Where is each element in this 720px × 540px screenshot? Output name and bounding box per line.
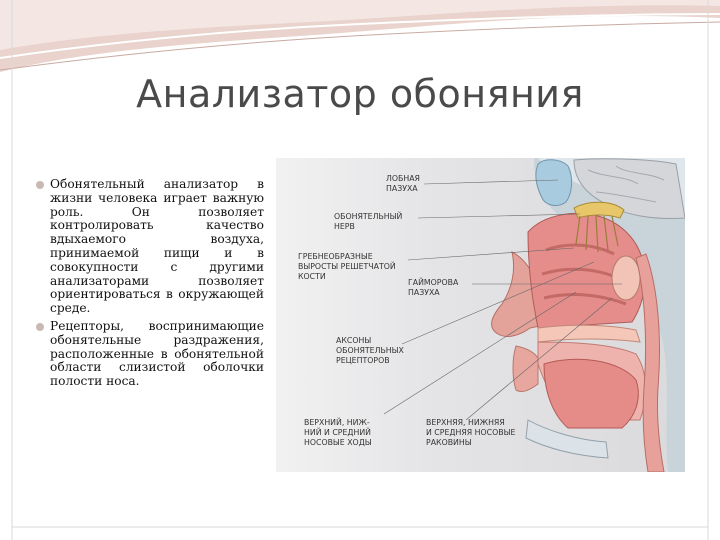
bullet-dot-icon [36,323,44,331]
label-nasal-conchae: ВЕРХНЯЯ, НИЖНЯЯ И СРЕДНЯЯ НОСОВЫЕ РАКОВИНЫ [426,418,516,447]
label-nasal-passages: ВЕРХНИЙ, НИЖ- НИЙ И СРЕДНИЙ НОСОВЫЕ ХОДЫ [304,418,372,447]
bullet-list [36,178,264,393]
label-frontal-sinus: ЛОБНАЯ ПАЗУХА [386,174,420,193]
olfactory-anatomy-figure [276,158,685,472]
bullet-item [36,178,264,316]
label-cribriform-processes: ГРЕБНЕОБРАЗНЫЕ ВЫРОСТЫ РЕШЕТЧАТОЙ КОСТИ [298,252,396,281]
bullet-item [36,320,264,389]
label-receptor-axons: АКСОНЫ ОБОНЯТЕЛЬНЫХ РЕЦЕПТОРОВ [336,336,404,365]
bullet-text: Рецепторы, воспринимающие обонятельные раздражения, расположенные в обонятельной области слизистой оболочки полости носа. [50,318,264,389]
bullet-dot-icon [36,181,44,189]
slide-title: Анализатор обоняния [136,72,584,116]
label-olfactory-nerve: ОБОНЯТЕЛЬНЫЙ НЕРВ [334,212,403,231]
bullet-text: Обонятельный анализатор в жизни человека играет важную роль. Он позволяет контролировать качество вдыхаемого воздуха, принимаемой пищи и в совокупности с другими анализаторами позволяет ориентироваться в окружающей среде. [50,177,264,316]
label-maxillary-sinus: ГАЙМОРОВА ПАЗУХА [408,278,459,297]
